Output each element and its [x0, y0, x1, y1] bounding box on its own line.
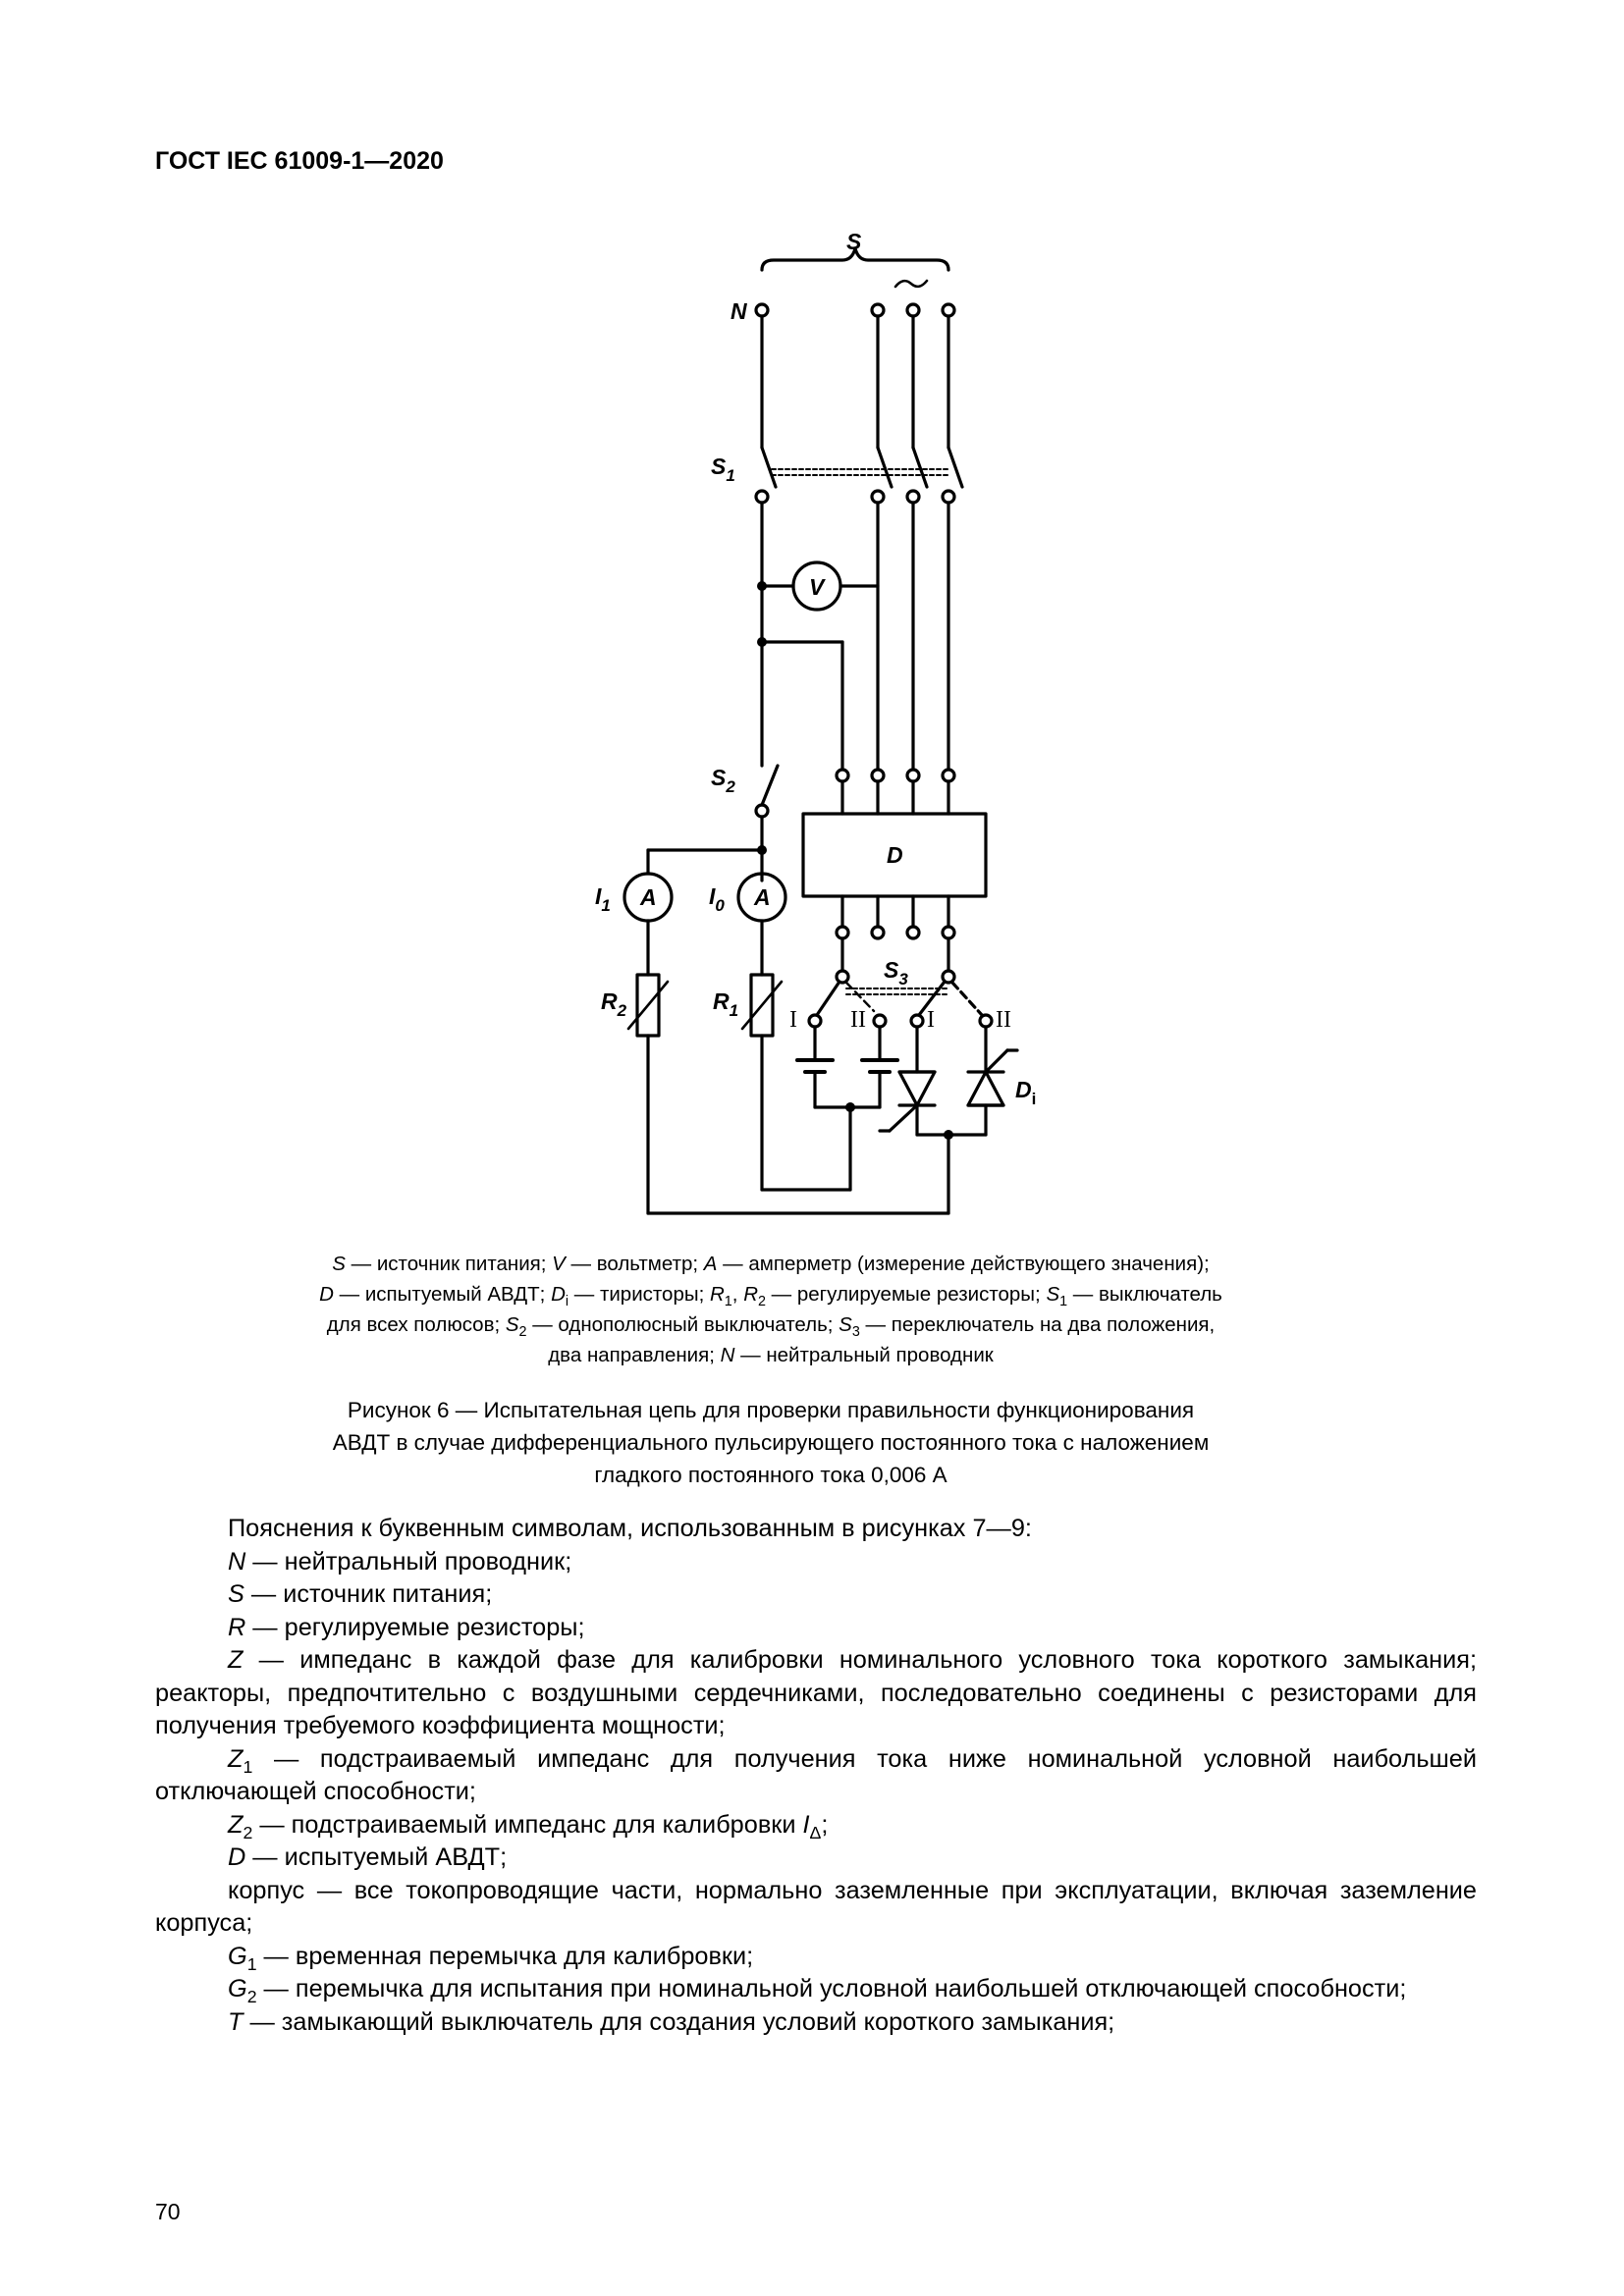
label-i0: $I_0$ — [709, 883, 725, 915]
label-pos-ii-left: II — [850, 1007, 866, 1033]
terminal-l1 — [872, 304, 884, 316]
label-i1: $I_1$ — [595, 883, 611, 915]
page-number: 70 — [155, 2199, 181, 2224]
thyristor-right — [968, 1072, 1003, 1105]
thyristor-left — [899, 1072, 935, 1105]
def-s: S — источник питания; — [228, 1580, 493, 1608]
label-r1: $R_1$ — [713, 988, 739, 1020]
def-z2: $Z_2$ — подстраиваемый импеданс для калибровки $I_\Delta$; — [228, 1810, 829, 1842]
label-a-i0: A — [754, 884, 771, 910]
label-r2: $R_2$ — [601, 988, 627, 1020]
label-s1: $S_1$ — [711, 454, 735, 485]
label-pos-ii-right: II — [996, 1007, 1011, 1033]
figure-title: Рисунок 6 — Испытательная цепь для проверки правильности функционирования АВДТ в случае дифференциального пульсирующего постоянного тока с наложением гладкого постоянного тока 0,006 А — [332, 1398, 1210, 1487]
tilde-icon — [895, 281, 927, 287]
s1-blade-n — [762, 448, 776, 487]
label-pos-i-right: I — [927, 1007, 935, 1033]
label-n: N — [731, 298, 747, 324]
def-z: Z — импеданс в каждой фазе для калибровки номинального условного тока короткого замыкания; реакторы, предпочтительно с воздушными сердечниками, последовательно соединены с резисторами для получения требуемого коэффициента мощности; — [155, 1646, 1477, 1739]
def-g1: $G_1$ — временная перемычка для калибровки; — [228, 1942, 754, 1974]
label-a-i1: A — [640, 884, 657, 910]
def-g2: $G_2$ — перемычка для испытания при номинальной условной наибольшей отключающей способности; — [228, 1975, 1407, 2007]
label-di: $D_i$ — [1015, 1077, 1037, 1108]
label-d: D — [887, 842, 903, 868]
def-n: N — нейтральный проводник; — [228, 1547, 572, 1575]
def-t: T — замыкающий выключатель для создания условий короткого замыкания; — [228, 2007, 1115, 2036]
def-korpus: корпус — все токопроводящие части, нормально заземленные при эксплуатации, включая заземление корпуса; — [155, 1876, 1477, 1937]
label-pos-i-left: I — [789, 1007, 797, 1033]
label-s3: $S_3$ — [884, 957, 908, 988]
terminal-l2 — [907, 304, 919, 316]
intro-paragraph: Пояснения к буквенным символам, использованным в рисунках 7—9: — [228, 1515, 1032, 1542]
body-text — [155, 1513, 1477, 2039]
document-header: ГОСТ IEC 61009-1—2020 — [155, 147, 444, 175]
terminal-n — [756, 304, 768, 316]
figure-legend: S — источник питания; V — вольтметр; A — амперметр (измерение действующего значения); D — испытуемый АВДТ; $D_i$ — тиристоры; $R_1$, $R_2$ — регулируемые резисторы; $S_1$ — выключатель для всех полюсов; $S_2$ — однополюсный выключатель; $S_3$ — переключатель на два положения, два направления; N — нейтральный проводник — [319, 1253, 1222, 1366]
def-d: D — испытуемый АВДТ; — [228, 1843, 508, 1871]
label-s: S — [846, 229, 862, 254]
s3-blade-left — [817, 982, 839, 1015]
def-r: R — регулируемые резисторы; — [228, 1613, 585, 1641]
label-v: V — [809, 574, 825, 600]
s2-blade — [762, 766, 778, 805]
terminal-l3 — [943, 304, 954, 316]
def-z1: $Z_1$ — подстраиваемый импеданс для получения тока ниже номинальной условной наибольшей отключающей способности; — [155, 1744, 1477, 1805]
label-s2: $S_2$ — [711, 765, 735, 796]
